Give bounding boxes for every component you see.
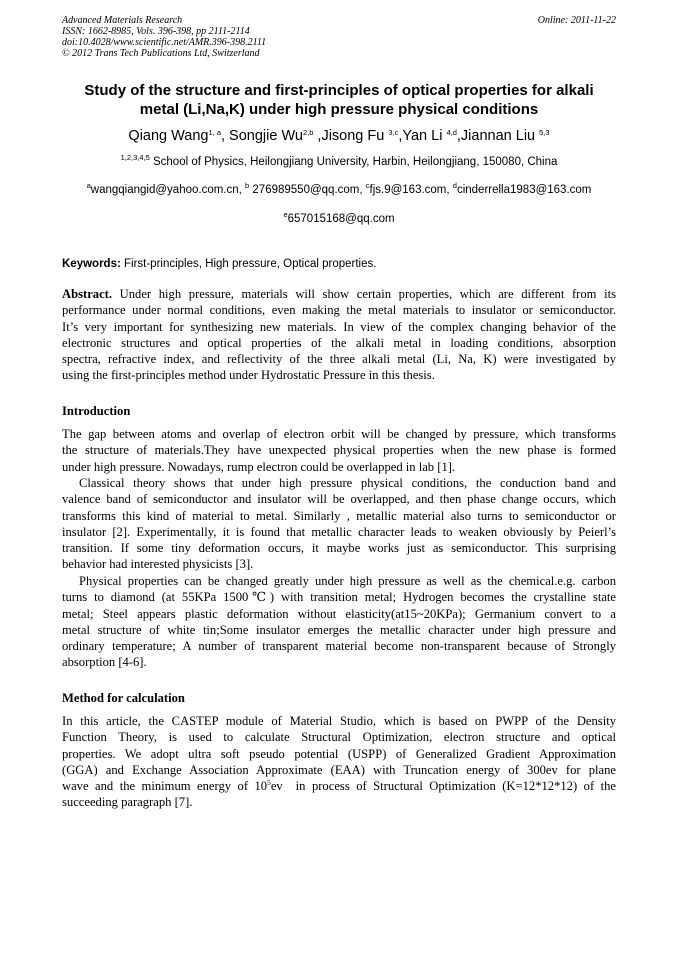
author-list: [62, 127, 616, 145]
email-b[interactable]: 276989550@qq.com,: [249, 184, 366, 196]
abstract-line: performance under normal conditions, even making the metal materials to insulator or semiconductor.: [62, 303, 616, 318]
intro-line: transition. If some tiny deformation occurs, it maybe works just as semiconductor. This surprising: [62, 541, 616, 556]
abstract-line: spectra, refractive index, and reflectivity of the three alkali metal (Li, Na, K) were investigated by: [62, 352, 616, 367]
email-c[interactable]: fjs.9@163.com,: [369, 184, 453, 196]
affiliation: [62, 155, 616, 169]
author-1: Qiang Wang: [128, 128, 209, 144]
abstract-line: electronic structures and optical properties of the alkali metal in loading conditions, absorption: [62, 335, 616, 350]
method-line: properties. We adopt ultra soft pseudo potential (USPP) of Generalized Gradient Approximation: [62, 746, 616, 761]
intro-line: under high pressure. Nowadays, rump electron could be overlapped in lab [1].: [62, 459, 456, 474]
doi-line[interactable]: doi:10.4028/www.scientific.net/AMR.396-398.2111: [62, 37, 267, 48]
keywords-label: Keywords:: [62, 258, 121, 270]
section-heading-method: Method for calculation: [62, 691, 185, 705]
method-line-5a: wave and the minimum energy of 10: [62, 779, 268, 794]
email-c-sup: c: [365, 181, 370, 190]
exponent-sup: 5: [267, 778, 271, 788]
journal-name: Advanced Materials Research: [62, 15, 183, 26]
title-line-2: metal (Li,Na,K) under high pressure physical conditions: [139, 101, 539, 118]
intro-line: absorption [4-6].: [62, 655, 147, 670]
abstract-line: It’s very important for synthesizing new materials. In view of the complex changing behavior of the: [62, 319, 616, 334]
intro-line: the structure of materials.They have unexpected physical properties when the new phase is formed: [62, 443, 616, 458]
intro-line: Physical properties can be changed greatly under high pressure as well as the chemical.e.g. carbon: [79, 574, 616, 588]
author-5-sup: 5,3: [539, 128, 550, 137]
intro-paragraph-2: [62, 475, 616, 573]
intro-line: turns to diamond (at 55KPa 1500℃) with transition metal; Hydrogen becomes the crystalline state: [62, 590, 616, 605]
abstract: [62, 286, 616, 384]
method-line: In this article, the CASTEP module of Material Studio, which is based on PWPP of the Density: [62, 714, 616, 728]
intro-line: behavior had interested physicists [3].: [62, 557, 254, 572]
affiliation-sup: 1,2,3,4,5: [120, 153, 150, 162]
author-4-sup: 4,d: [446, 128, 457, 137]
author-4: ,Yan Li: [398, 128, 447, 144]
keywords-text: First-principles, High pressure, Optical properties.: [120, 258, 377, 270]
intro-line: metal; Steel appears plastic deformation without elasticity(at15~20KPa); Germanium convert to a: [62, 606, 616, 621]
author-5: ,Jiannan Liu: [456, 128, 540, 144]
intro-line: valence band of semiconductor and insulator will be overlapped, and then phase change occurs, which: [62, 492, 616, 507]
author-3-sup: 3,c: [388, 128, 399, 137]
email-a[interactable]: wangqiangid@yahoo.com.cn,: [90, 184, 246, 196]
method-paragraph: [62, 713, 616, 811]
section-heading-introduction: Introduction: [62, 404, 131, 418]
email-list: [62, 183, 616, 197]
journal-header: [62, 15, 616, 59]
paper-title: [62, 81, 616, 119]
intro-paragraph-3: [62, 573, 616, 671]
email-b-sup: b: [245, 181, 250, 190]
intro-line: ordinary temperature; A number of transparent material become non-transparent because of Strongly: [62, 639, 616, 654]
author-2-sup: 2,b: [302, 128, 314, 137]
method-line: Function Theory, is used to calculate Structural Optimization, electron structure and optical: [62, 730, 616, 745]
abstract-line-text: Under high pressure, materials will show certain properties, which are different from its: [112, 287, 616, 301]
method-line: (GGA) and Exchange Association Approximate (EAA) with Truncation energy of 300ev for plane: [62, 762, 616, 777]
copyright-line: © 2012 Trans Tech Publications Ltd, Switzerland: [62, 48, 260, 59]
intro-line: transforms this kind of material to metal. Similarly , metallic material also turns to semiconductor or: [62, 508, 616, 523]
author-1-sup: 1, a: [208, 128, 221, 137]
abstract-label: Abstract.: [62, 287, 113, 301]
intro-line: insulator [2]. Experimentally, it is found that metallic character leads to weaken obviously by Peierl’s: [62, 524, 616, 539]
intro-line: metal structure of white tin;Some insulator emerges the metallic character under high pressure and: [62, 622, 616, 637]
method-line: succeeding paragraph [7].: [62, 795, 193, 810]
method-line-5b: ev in process of Structural Optimization (K=12*12*12) of the: [270, 779, 616, 794]
email-e[interactable]: 657015168@qq.com: [287, 213, 395, 225]
method-line: [62, 778, 616, 794]
email-a-sup: a: [86, 181, 91, 190]
intro-line: Classical theory shows that under high pressure physical conditions, the conduction band and: [79, 476, 616, 490]
keywords: [62, 257, 616, 271]
email-d[interactable]: cinderrella1983@163.com: [456, 184, 592, 196]
abstract-line: using the first-principles method under Hydrostatic Pressure in this thesis.: [62, 368, 435, 383]
abstract-line: [62, 286, 616, 302]
email-d-sup: d: [452, 181, 457, 190]
affiliation-text: School of Physics, Heilongjiang University, Harbin, Heilongjiang, 150080, China: [149, 156, 558, 168]
author-2: , Songjie Wu: [221, 128, 303, 144]
email-list-2: [62, 212, 616, 226]
online-date: Online: 2011-11-22: [537, 15, 616, 26]
email-e-sup: e: [283, 210, 288, 219]
title-line-1: Study of the structure and first-principles of optical properties for alkali: [84, 82, 594, 99]
intro-line: The gap between atoms and overlap of electron orbit will be changed by pressure, which transforms: [62, 427, 616, 441]
intro-paragraph-1: [62, 426, 616, 475]
author-3: ,Jisong Fu: [313, 128, 389, 144]
issn-line: ISSN: 1662-8985, Vols. 396-398, pp 2111-2114: [62, 26, 250, 37]
